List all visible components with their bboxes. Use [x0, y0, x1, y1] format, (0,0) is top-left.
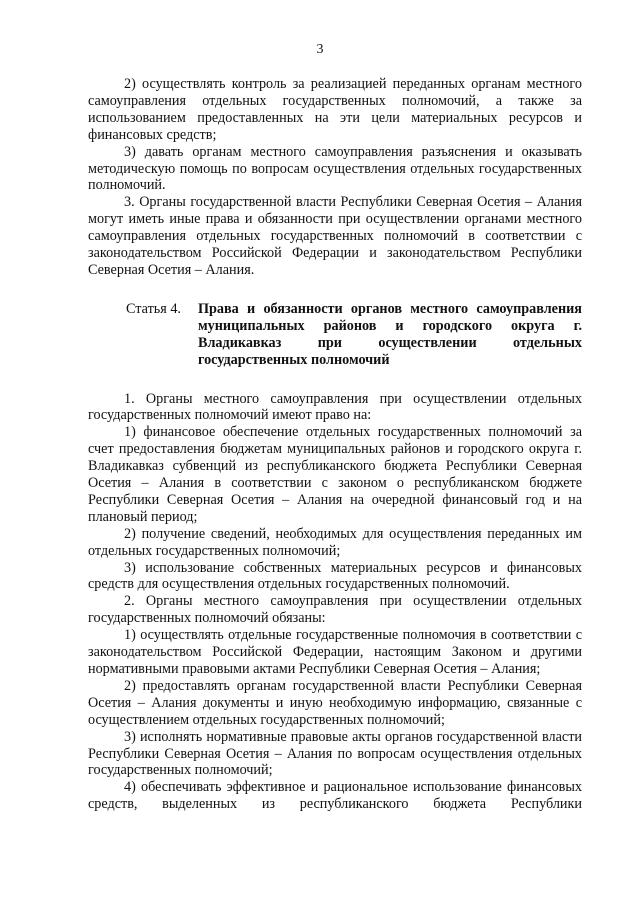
paragraph: 3) использование собственных материальных ресурсов и финансовых средств для осуществления отдельных государственных полномочий. — [88, 559, 582, 593]
article-number: Статья 4. — [126, 300, 181, 317]
document-body — [88, 76, 582, 813]
paragraph: 2) получение сведений, необходимых для осуществления переданных им отдельных государственных полномочий; — [88, 525, 582, 559]
paragraph: 3. Органы государственной власти Республики Северная Осетия – Алания могут иметь иные права и обязанности при осуществлении органами местного самоуправления отдельных государственных полномочий в соответствии с законодательством Российской Федерации и законодательством Республики Северная Осетия – Алания. — [88, 194, 582, 278]
paragraph: 2) предоставлять органам государственной власти Республики Северная Осетия – Алания документы и иную необходимую информацию, связанные с осуществлением отдельных государственных полномочий; — [88, 677, 582, 728]
article-title: Права и обязанности органов местного самоуправления муниципальных районов и городского округа г. Владикавказ при осуществлении отдельных государственных полномочий — [198, 300, 582, 368]
paragraph: 2. Органы местного самоуправления при осуществлении отдельных государственных полномочий обязаны: — [88, 593, 582, 627]
page-number: 3 — [316, 42, 324, 57]
paragraph: 1) финансовое обеспечение отдельных государственных полномочий за счет предоставления бюджетам муниципальных районов и городского округа г. Владикавказ субвенций из республиканского бюджета Республики Северная Осетия – Алания в соответствии с законом о республиканском бюджете Республики Северная Осетия – Алания на очередной финансовый год и на плановый период; — [88, 424, 582, 525]
article-heading — [88, 301, 582, 369]
paragraph: 4) обеспечивать эффективное и рациональное использование финансовых средств, выделенных из республиканского бюджета Республики — [88, 779, 582, 813]
paragraph: 1. Органы местного самоуправления при осуществлении отдельных государственных полномочий имеют право на: — [88, 390, 582, 424]
paragraph: 2) осуществлять контроль за реализацией переданных органам местного самоуправления отдельных государственных полномочий, а также за использованием предоставленных на эти цели материальных ресурсов и финансовых средств; — [88, 76, 582, 143]
paragraph: 1) осуществлять отдельные государственные полномочия в соответствии с законодательством Российской Федерации, настоящим Законом и другими нормативными правовыми актами Республики Северная Осетия – Алания; — [88, 627, 582, 677]
paragraph: 3) давать органам местного самоуправления разъяснения и оказывать методическую помощь по вопросам осуществления отдельных государственных полномочий. — [88, 143, 582, 194]
paragraph: 3) исполнять нормативные правовые акты органов государственной власти Республики Северная Осетия – Алания по вопросам осуществления отдельных государственных полномочий; — [88, 728, 582, 779]
